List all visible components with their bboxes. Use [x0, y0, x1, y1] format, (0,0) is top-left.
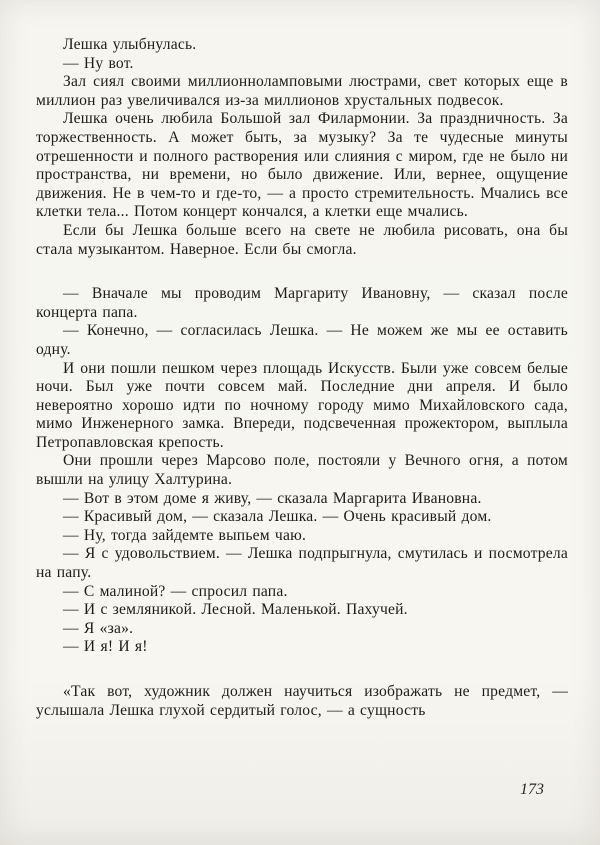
paragraph: — Вначале мы проводим Маргариту Ивановну, — сказал после концерта папа.: [36, 285, 568, 321]
paragraph: Если бы Лешка больше всего на свете не любила рисовать, она бы стала музыкантом. Наверное. Если бы смогла.: [36, 221, 568, 258]
paragraph: — Я с удовольствием. — Лешка подпрыгнула, смутилась и посмотрела на папу.: [36, 545, 568, 582]
paragraph: И они пошли пешком через площадь Искусств. Были уже совсем белые ночи. Был уже почти совсем май. Последние дни апреля. И было невероятно хорошо идти по ночному городу мимо Михайловского сада, мимо Инженерного замка. Впереди, подсвеченная прожектором, выплыла Петропавловская крепость.: [36, 359, 568, 451]
paragraph: Лешка очень любила Большой зал Филармонии. За праздничность. За торжественность. А может быть, за музыку? За те чудесные минуты отрешенности и полного растворения или слияния с миром, где не было ни пространства, ни времени, но было движение. Или, вернее, ощущение движения. Не в чем-то и где-то, — а просто стремительность. Мчались все клетки тела... Потом концерт кончался, а клетки еще мчались.: [36, 110, 568, 221]
paragraph: Зал сиял своими миллионноламповыми люстрами, свет которых еще в миллион раз увеличивался из-за миллионов хрустальных подвесок.: [36, 73, 568, 109]
paragraph: — Ну вот.: [63, 54, 134, 72]
paragraph: — Конечно, — согласилась Лешка. — Не можем же мы ее оставить одну.: [36, 322, 568, 358]
paragraph: — Я «за».: [63, 619, 134, 637]
paragraph: — И я! И я!: [63, 638, 148, 656]
paragraph: — С малиной? — спросил папа.: [63, 582, 288, 600]
page-number: 173: [520, 781, 544, 798]
paragraph: — И с земляникой. Лесной. Маленькой. Пахучей.: [63, 601, 408, 619]
text-block: [36, 36, 568, 720]
paragraph: Они прошли через Марсово поле, постояли у Вечного огня, а потом вышли на улицу Халтурина.: [36, 452, 568, 489]
paragraph: Лешка улыбнулась.: [63, 36, 197, 53]
paragraph: «Так вот, художник должен научиться изображать не предмет, — услышала Лешка глухой сердитый голос, — а сущность: [36, 683, 568, 719]
paragraph: — Красивый дом, — сказала Лешка. — Очень красивый дом.: [63, 508, 492, 526]
paragraph: — Вот в этом доме я живу, — сказала Маргарита Ивановна.: [63, 489, 482, 507]
paragraph: — Ну, тогда зайдемте выпьем чаю.: [63, 526, 307, 544]
